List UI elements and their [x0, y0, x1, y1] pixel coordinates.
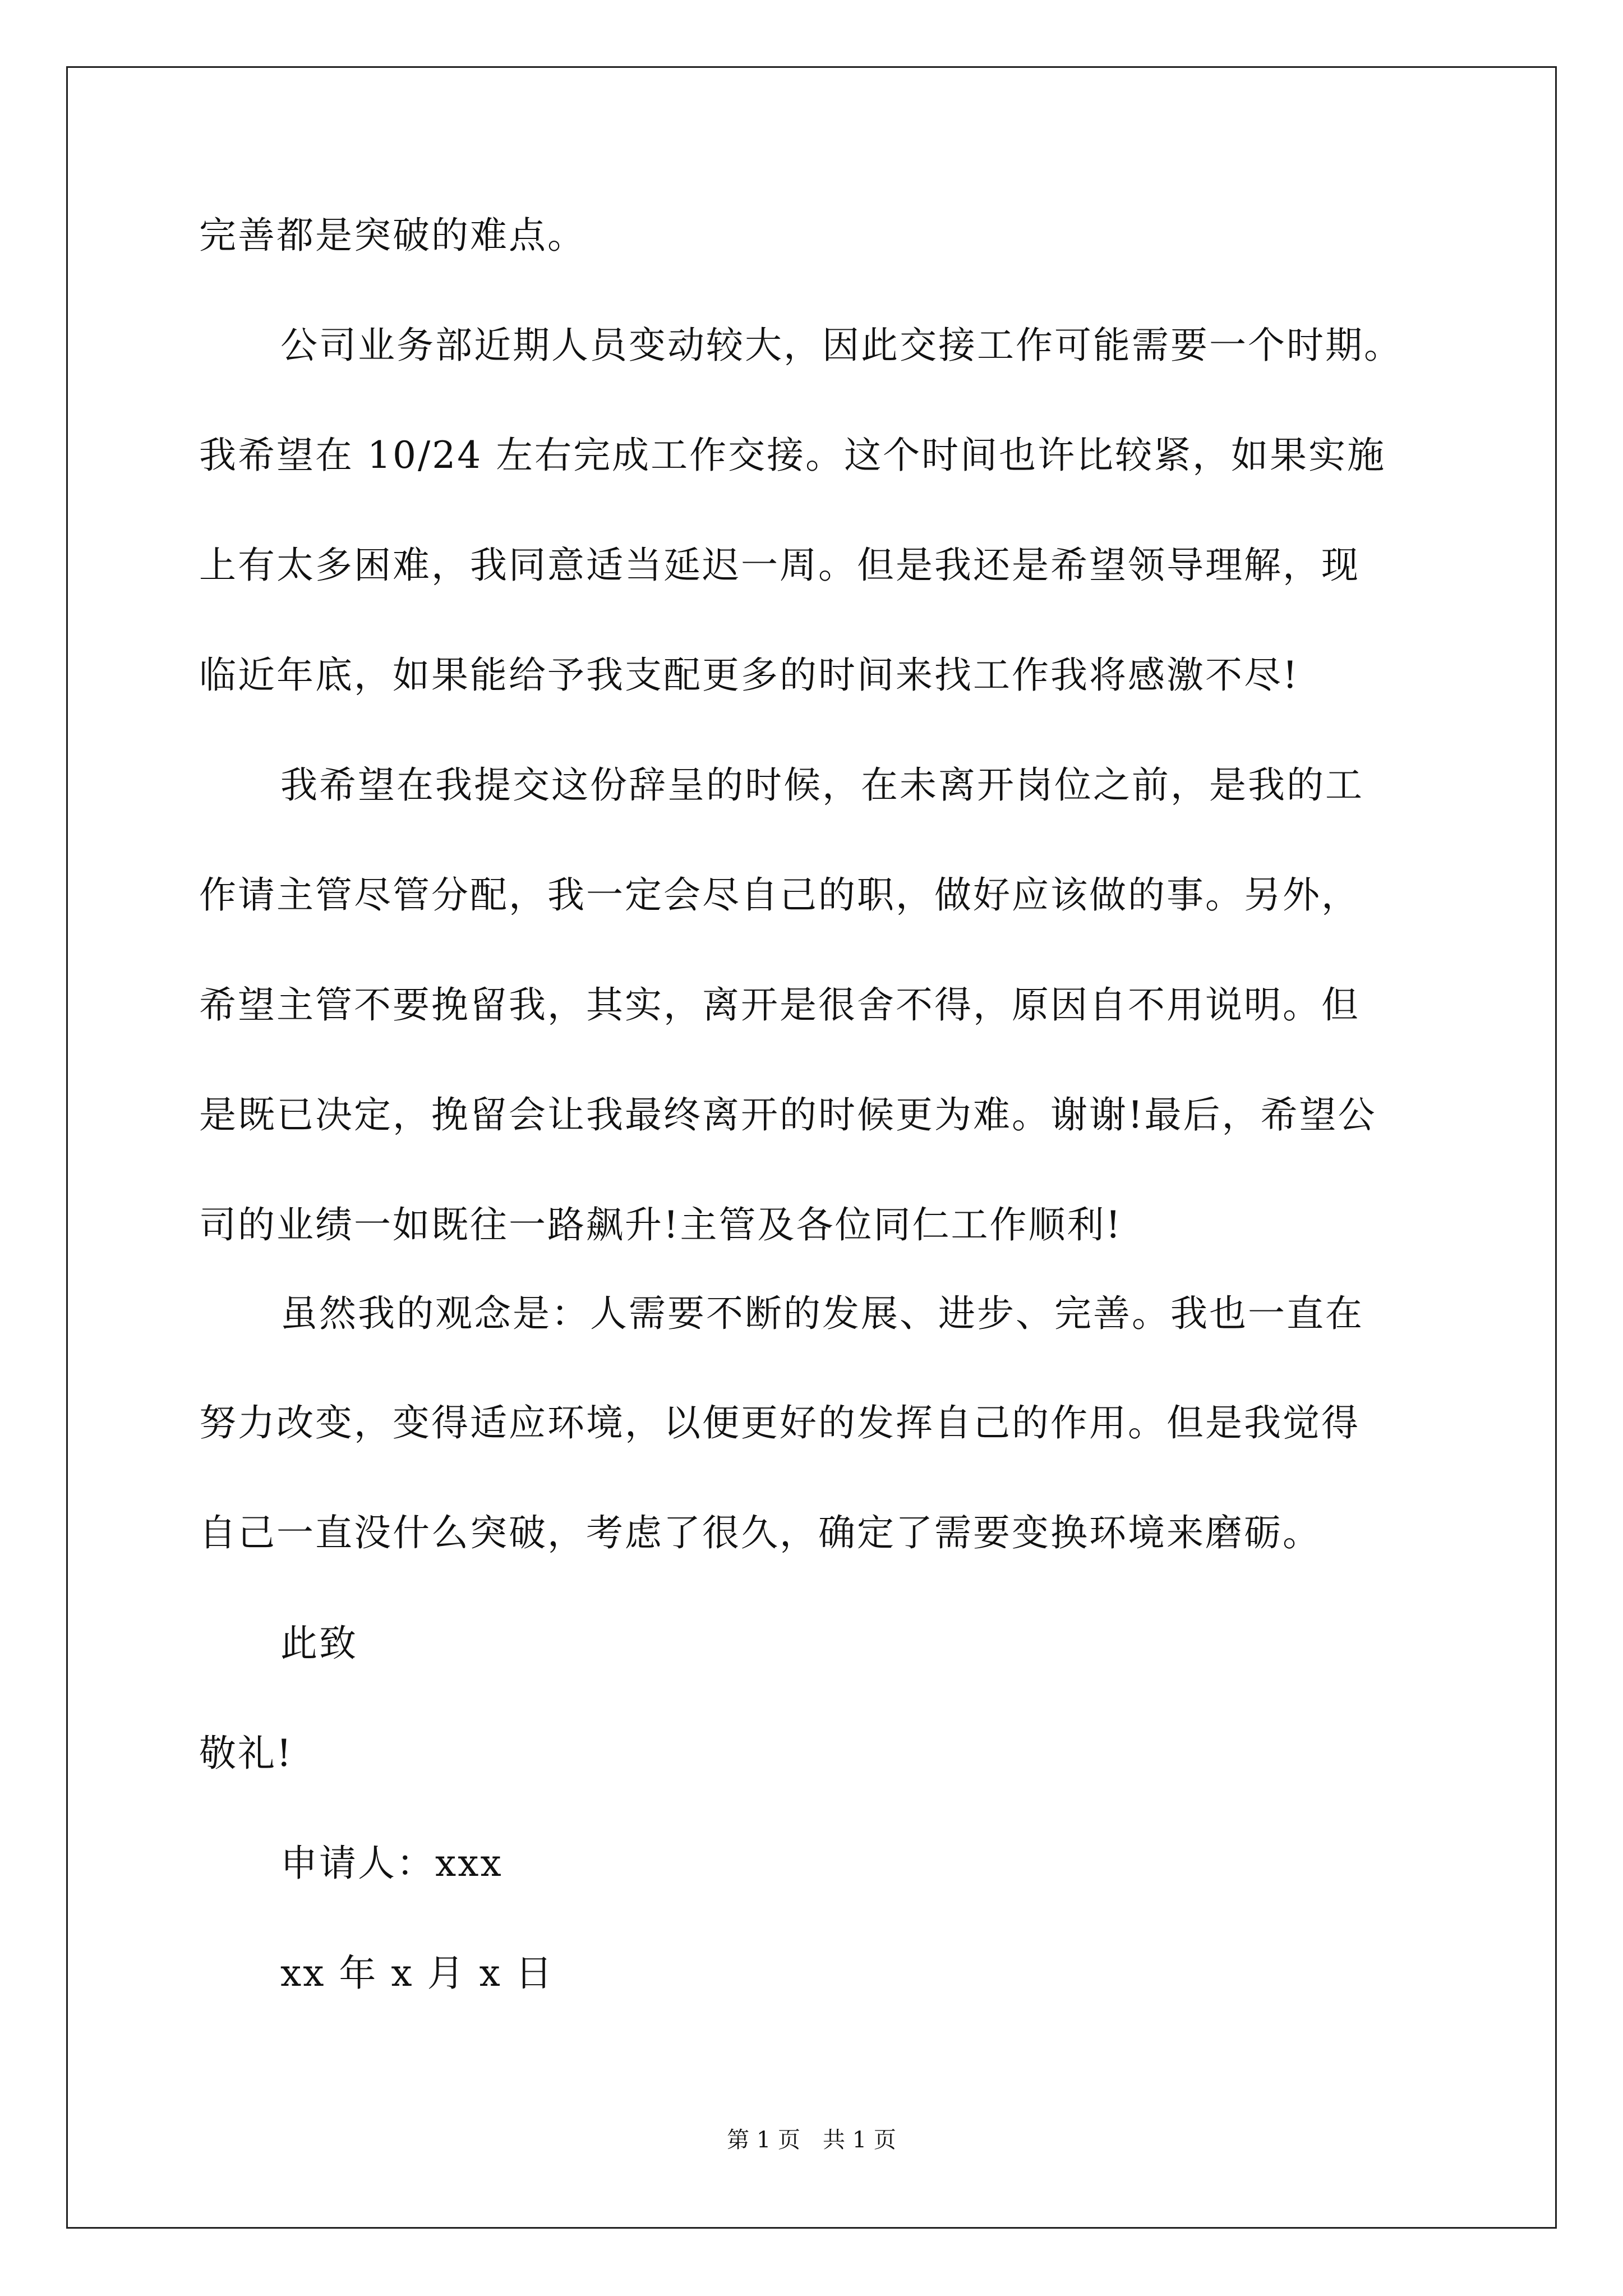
- body-line: 我希望在 10/24 左右完成工作交接。这个时间也许比较紧，如果实施: [199, 434, 1386, 477]
- body-line: 自己一直没什么突破，考虑了很久，确定了需要变换环境来磨砺。: [199, 1511, 1321, 1554]
- body-line: 希望主管不要挽留我，其实，离开是很舍不得，原因自不用说明。但: [199, 983, 1360, 1027]
- body-line: 完善都是突破的难点。: [199, 214, 586, 257]
- date-line: xx 年 x 月 x 日: [280, 1952, 554, 1995]
- body-line: 是既已决定，挽留会让我最终离开的时候更为难。谢谢!最后，希望公: [199, 1093, 1377, 1137]
- body-line: 司的业绩一如既往一路飙升!主管及各位同仁工作顺利!: [199, 1203, 1123, 1246]
- paragraph-start-line: 我希望在我提交这份辞呈的时候，在未离开岗位之前，是我的工: [280, 763, 1364, 807]
- paragraph-start-line: 公司业务部近期人员变动较大，因此交接工作可能需要一个时期。: [280, 324, 1403, 367]
- page-number-footer: 第 1 页 共 1 页: [727, 2127, 896, 2153]
- page-frame: [66, 66, 1557, 2229]
- closing-salutation: 此致: [280, 1622, 358, 1665]
- paragraph-start-line: 虽然我的观念是：人需要不断的发展、进步、完善。我也一直在: [280, 1292, 1364, 1335]
- closing-greeting: 敬礼!: [199, 1732, 293, 1775]
- body-line: 临近年底，如果能给予我支配更多的时间来找工作我将感激不尽!: [199, 654, 1299, 697]
- body-line: 上有太多困难，我同意适当延迟一周。但是我还是希望领导理解，现: [199, 544, 1360, 587]
- applicant-line: 申请人：xxx: [280, 1842, 503, 1885]
- body-line: 努力改变，变得适应环境，以便更好的发挥自己的作用。但是我觉得: [199, 1401, 1360, 1444]
- body-line: 作请主管尽管分配，我一定会尽自己的职，做好应该做的事。另外，: [199, 873, 1360, 917]
